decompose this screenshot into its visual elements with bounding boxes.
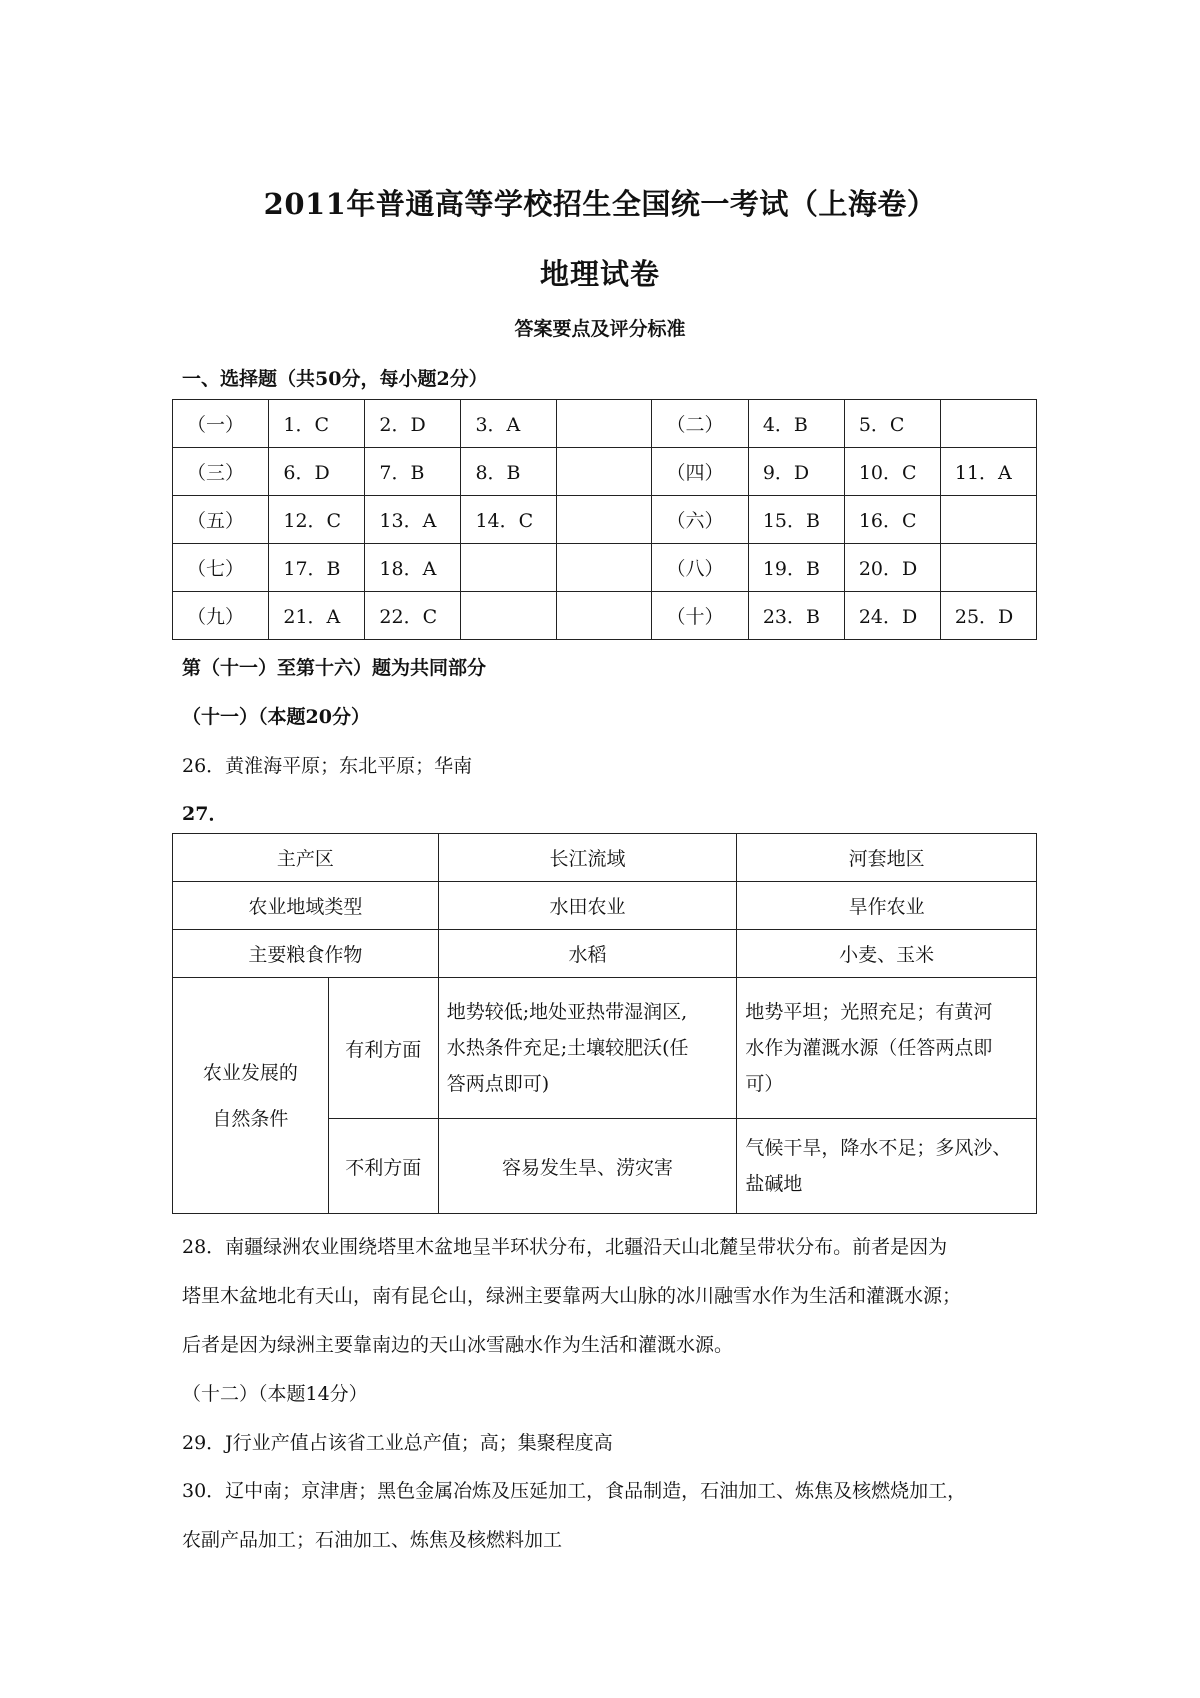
table-cell: （二） <box>652 400 748 448</box>
subject-title: 地理试卷 <box>539 257 660 291</box>
table-cell: 1．C <box>269 400 365 448</box>
section1-heading: 一、选择题（共50分，每小题2分） <box>182 368 488 390</box>
table-cell: 11．A <box>940 448 1036 496</box>
cell-line: 可） <box>745 1073 784 1095</box>
table-row <box>173 400 1037 448</box>
table-row <box>173 496 1037 544</box>
table-row <box>173 448 1037 496</box>
table-cell: （七） <box>173 544 269 592</box>
table-cell: 15．B <box>748 496 844 544</box>
q27-answer-table <box>172 833 1037 1214</box>
table-cell <box>557 496 652 544</box>
table-row <box>173 544 1037 592</box>
cell-type-yangtze: 水田农业 <box>438 882 737 930</box>
header-favorable: 有利方面 <box>328 978 438 1119</box>
table-row <box>173 834 1037 882</box>
table-cell: 24．D <box>844 592 940 640</box>
table-cell: 3．A <box>461 400 557 448</box>
table-cell <box>940 496 1036 544</box>
table-cell: 19．B <box>748 544 844 592</box>
header-conditions-line2: 自然条件 <box>212 1107 289 1130</box>
cell-fav-yangtze <box>438 978 737 1119</box>
cell-unfav-yangtze: 容易发生旱、涝灾害 <box>438 1119 737 1214</box>
q30-answer-line2: 农副产品加工；石油加工、炼焦及核燃料加工 <box>182 1529 563 1551</box>
q27-label: 27． <box>182 803 228 825</box>
table-cell: （九） <box>173 592 269 640</box>
table-cell: 7．B <box>365 448 461 496</box>
header-crop: 主要粮食作物 <box>173 930 439 978</box>
table-cell: （六） <box>652 496 748 544</box>
table-row <box>173 592 1037 640</box>
table-cell <box>557 400 652 448</box>
cell-line: 气候干旱，降水不足；多风沙、 <box>745 1137 1012 1159</box>
table-cell <box>557 544 652 592</box>
table-cell <box>940 544 1036 592</box>
cell-type-hetao: 旱作农业 <box>737 882 1037 930</box>
cell-fav-hetao <box>737 978 1037 1119</box>
q26-answer: 26．黄淮海平原；东北平原；华南 <box>182 755 473 777</box>
table-cell: （一） <box>173 400 269 448</box>
table-cell: （四） <box>652 448 748 496</box>
common-part-heading: 第（十一）至第十六）题为共同部分 <box>182 657 487 679</box>
table-row <box>173 930 1037 978</box>
exam-title: 2011年普通高等学校招生全国统一考试（上海卷） <box>263 187 937 221</box>
header-conditions-line1: 农业发展的 <box>202 1061 298 1084</box>
header-unfavorable: 不利方面 <box>328 1119 438 1214</box>
table-row <box>173 978 1037 1119</box>
table-cell: 14．C <box>461 496 557 544</box>
cell-unfav-hetao <box>737 1119 1037 1214</box>
cell-line: 地势较低;地处亚热带湿润区, <box>446 1001 688 1023</box>
table-cell: 23．B <box>748 592 844 640</box>
cell-crop-hetao: 小麦、玉米 <box>737 930 1037 978</box>
table-cell: （三） <box>173 448 269 496</box>
answer-subtitle: 答案要点及评分标准 <box>514 318 686 340</box>
cell-region-yangtze: 长江流域 <box>438 834 737 882</box>
table-cell <box>557 448 652 496</box>
table-cell <box>557 592 652 640</box>
q30-answer-line1: 30．辽中南；京津唐；黑色金属冶炼及压延加工，食品制造，石油加工、炼焦及核燃烧加工， <box>182 1480 967 1502</box>
cell-line: 盐碱地 <box>745 1173 803 1195</box>
table-cell: 13．A <box>365 496 461 544</box>
q29-answer: 29．J行业产值占该省工业总产值；高；集聚程度高 <box>182 1432 613 1454</box>
cell-region-hetao: 河套地区 <box>737 834 1037 882</box>
table-cell: 10．C <box>844 448 940 496</box>
q28-answer-line2: 塔里木盆地北有天山，南有昆仑山，绿洲主要靠两大山脉的冰川融雪水作为生活和灌溉水源； <box>182 1285 962 1307</box>
table-cell: 12．C <box>269 496 365 544</box>
table-cell: （十） <box>652 592 748 640</box>
table-cell: 8．B <box>461 448 557 496</box>
q12-heading: （十二）（本题14分） <box>182 1383 368 1405</box>
table-cell <box>940 400 1036 448</box>
table-cell: 20．D <box>844 544 940 592</box>
cell-line: 答两点即可) <box>446 1073 550 1095</box>
q28-answer-line1: 28．南疆绿洲农业围绕塔里木盆地呈半环状分布，北疆沿天山北麓呈带状分布。前者是因为 <box>182 1236 948 1258</box>
table-cell: 17．B <box>269 544 365 592</box>
cell-crop-yangtze: 水稻 <box>438 930 737 978</box>
header-type: 农业地域类型 <box>173 882 439 930</box>
table-cell: （八） <box>652 544 748 592</box>
q11-heading: （十一）（本题20分） <box>182 706 370 728</box>
cell-line: 水作为灌溉水源（任答两点即 <box>745 1037 993 1059</box>
table-cell: 25．D <box>940 592 1036 640</box>
table-cell: （五） <box>173 496 269 544</box>
header-region: 主产区 <box>173 834 439 882</box>
table-cell <box>461 544 557 592</box>
table-cell <box>461 592 557 640</box>
table-cell: 18．A <box>365 544 461 592</box>
cell-line: 地势平坦；光照充足；有黄河 <box>745 1001 993 1023</box>
header-conditions <box>173 978 329 1214</box>
table-cell: 6．D <box>269 448 365 496</box>
multiple-choice-answer-table <box>172 399 1037 640</box>
table-cell: 2．D <box>365 400 461 448</box>
table-cell: 21．A <box>269 592 365 640</box>
table-cell: 16．C <box>844 496 940 544</box>
table-cell: 22．C <box>365 592 461 640</box>
cell-line: 水热条件充足;土壤较肥沃(任 <box>446 1037 689 1059</box>
table-row <box>173 882 1037 930</box>
table-cell: 9．D <box>748 448 844 496</box>
table-cell: 4．B <box>748 400 844 448</box>
table-cell: 5．C <box>844 400 940 448</box>
q28-answer-line3: 后者是因为绿洲主要靠南边的天山冰雪融水作为生活和灌溉水源。 <box>182 1334 734 1356</box>
